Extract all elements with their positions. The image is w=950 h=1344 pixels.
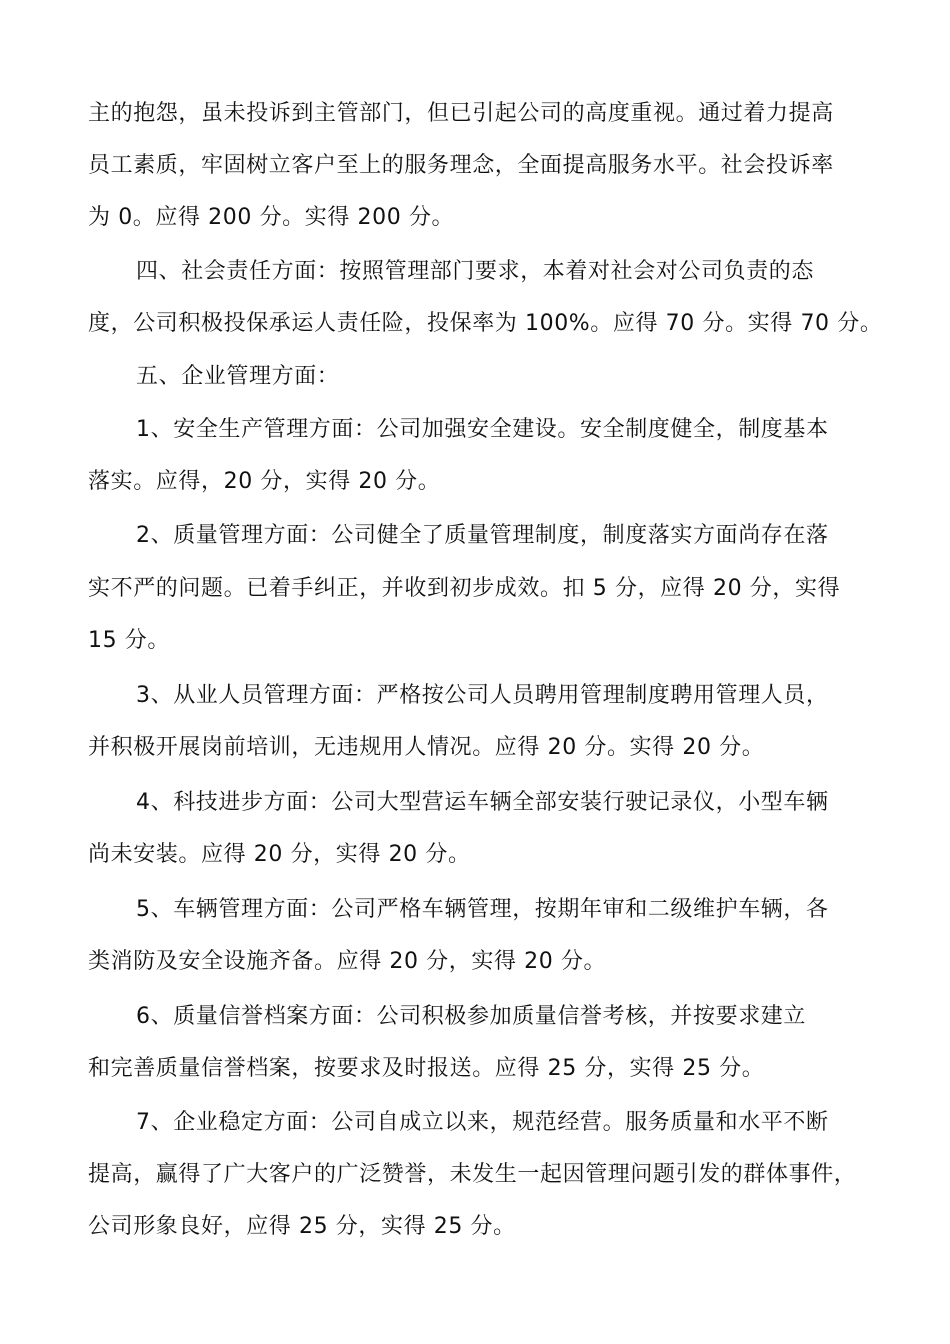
item-1-line: 1、安全生产管理方面：公司加强安全建设。安全制度健全，制度基本 bbox=[136, 417, 829, 442]
text-line: 主的抱怨，虽未投诉到主管部门，但已引起公司的高度重视。通过着力提高 bbox=[88, 101, 834, 126]
item-7-line: 7、企业稳定方面：公司自成立以来，规范经营。服务质量和水平不断 bbox=[136, 1110, 829, 1135]
text-line: 15 分。 bbox=[88, 628, 170, 653]
text-line: 提高，赢得了广大客户的广泛赞誉，未发生一起因管理问题引发的群体事件， bbox=[88, 1162, 857, 1187]
text-line: 实不严的问题。已着手纠正，并收到初步成效。扣 5 分，应得 20 分，实得 bbox=[88, 576, 841, 601]
text-line: 度，公司积极投保承运人责任险，投保率为 100%。应得 70 分。实得 70 分。 bbox=[88, 311, 883, 336]
text-line: 公司形象良好，应得 25 分，实得 25 分。 bbox=[88, 1214, 516, 1239]
text-line: 为 0。应得 200 分。实得 200 分。 bbox=[88, 205, 455, 230]
text-line: 员工素质，牢固树立客户至上的服务理念，全面提高服务水平。社会投诉率 bbox=[88, 153, 834, 178]
section-four-heading-line: 四、社会责任方面：按照管理部门要求，本着对社会对公司负责的态 bbox=[136, 259, 815, 284]
text-line: 和完善质量信誉档案，按要求及时报送。应得 25 分，实得 25 分。 bbox=[88, 1056, 765, 1081]
item-4-line: 4、科技进步方面：公司大型营运车辆全部安装行驶记录仪，小型车辆 bbox=[136, 790, 829, 815]
text-line: 并积极开展岗前培训，无违规用人情况。应得 20 分。实得 20 分。 bbox=[88, 735, 765, 760]
item-6-line: 6、质量信誉档案方面：公司积极参加质量信誉考核，并按要求建立 bbox=[136, 1004, 806, 1029]
text-line: 尚未安装。应得 20 分，实得 20 分。 bbox=[88, 842, 471, 867]
text-line: 类消防及安全设施齐备。应得 20 分，实得 20 分。 bbox=[88, 949, 607, 974]
text-line: 落实。应得，20 分，实得 20 分。 bbox=[88, 469, 441, 494]
item-3-line: 3、从业人员管理方面：严格按公司人员聘用管理制度聘用管理人员， bbox=[136, 683, 829, 708]
item-2-line: 2、质量管理方面：公司健全了质量管理制度，制度落实方面尚存在落 bbox=[136, 523, 829, 548]
item-5-line: 5、车辆管理方面：公司严格车辆管理，按期年审和二级维护车辆，各 bbox=[136, 897, 829, 922]
section-five-heading: 五、企业管理方面： bbox=[136, 364, 340, 389]
